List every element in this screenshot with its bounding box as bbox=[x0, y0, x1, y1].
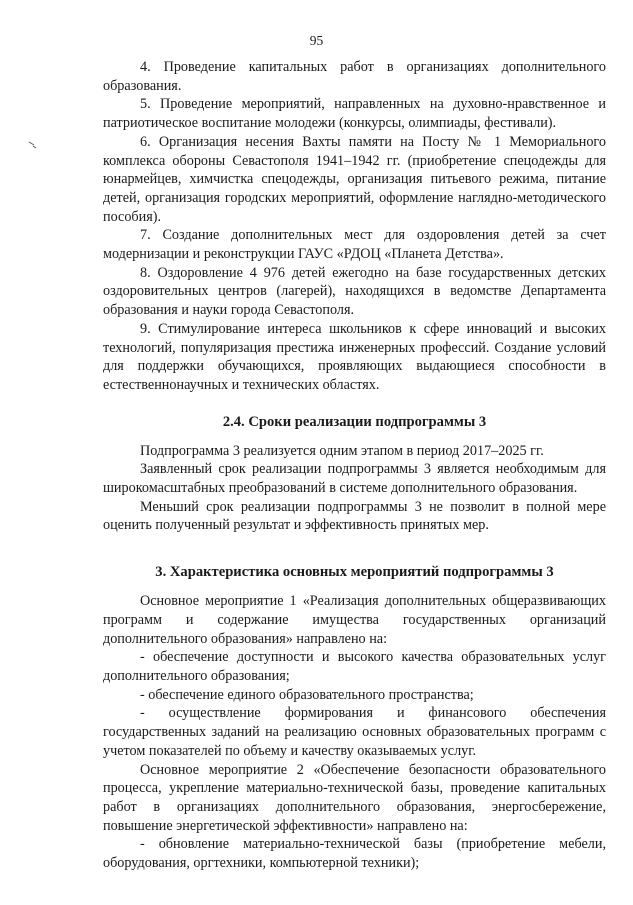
page-body bbox=[103, 58, 606, 873]
list-item: 9. Стимулирование интереса школьников к сфере инноваций и высоких технологий, популяризация престижа инженерных профессий. Создание условий для поддержки обучающихся, проявляющих выдающиеся способности в естественнонаучных и технических областях. bbox=[103, 320, 606, 393]
paragraph: Меньший срок реализации подпрограммы 3 не позволит в полной мере оценить полученный результат и эффективность принятых мер. bbox=[103, 498, 606, 534]
section-heading-2-4: 2.4. Сроки реализации подпрограммы 3 bbox=[222, 413, 487, 430]
list-item: - осуществление формирования и финансового обеспечения государственных заданий на реализацию основных образовательных программ с учетом показателей по объему и качеству оказываемых услуг. bbox=[103, 705, 606, 759]
page-number: 95 bbox=[309, 33, 324, 48]
section-heading-3: 3. Характеристика основных мероприятий подпрограммы 3 bbox=[155, 564, 554, 581]
list-item: 8. Оздоровление 4 976 детей ежегодно на базе государственных детских оздоровительных центров (лагерей), находящихся в ведомстве Департамента образования и науки города Севастополя. bbox=[103, 264, 606, 319]
list-item: 5. Проведение мероприятий, направленных на духовно-нравственное и патриотическое воспитание молодежи (конкурсы, олимпиады, фестивали). bbox=[103, 96, 606, 132]
scan-speck-mark bbox=[28, 140, 38, 150]
measure-1-intro: Основное мероприятие 1 «Реализация дополнительных общеразвивающих программ и содержание имущества государственных организаций дополнительного образования» направлено на: bbox=[103, 593, 606, 647]
measure-2-intro: Основное мероприятие 2 «Обеспечение безопасности образовательного процесса, укрепление материально-технической базы, проведение капитальных работ в организациях дополнительного образования, энергосбережение, повышение энергетической эффективности» направлено на: bbox=[103, 761, 606, 834]
list-item: 7. Создание дополнительных мест для оздоровления детей за счет модернизации и реконструкции ГАУС «РДОЦ «Планета Детства». bbox=[103, 227, 606, 263]
list-item: 6. Организация несения Вахты памяти на Посту № 1 Мемориального комплекса обороны Севастополя 1941–1942 гг. (приобретение спецодежды для юнармейцев, химчистка спецодежды, организация питьевого режима, питание детей, организация городских мероприятий, оформление наглядно-методического пособия). bbox=[103, 133, 606, 225]
list-item: - обеспечение единого образовательного пространства; bbox=[140, 686, 474, 703]
paragraph: Заявленный срок реализации подпрограммы 3 является необходимым для широкомасштабных преобразований в системе дополнительного образования. bbox=[103, 461, 606, 497]
list-item: - обновление материально-технической базы (приобретение мебели, оборудования, оргтехники, компьютерной техники); bbox=[103, 836, 606, 872]
list-item: - обеспечение доступности и высокого качества образовательных услуг дополнительного образования; bbox=[103, 649, 606, 684]
list-item: 4. Проведение капитальных работ в организациях дополнительного образования. bbox=[103, 59, 606, 94]
paragraph: Подпрограмма 3 реализуется одним этапом в период 2017–2025 гг. bbox=[140, 442, 544, 459]
